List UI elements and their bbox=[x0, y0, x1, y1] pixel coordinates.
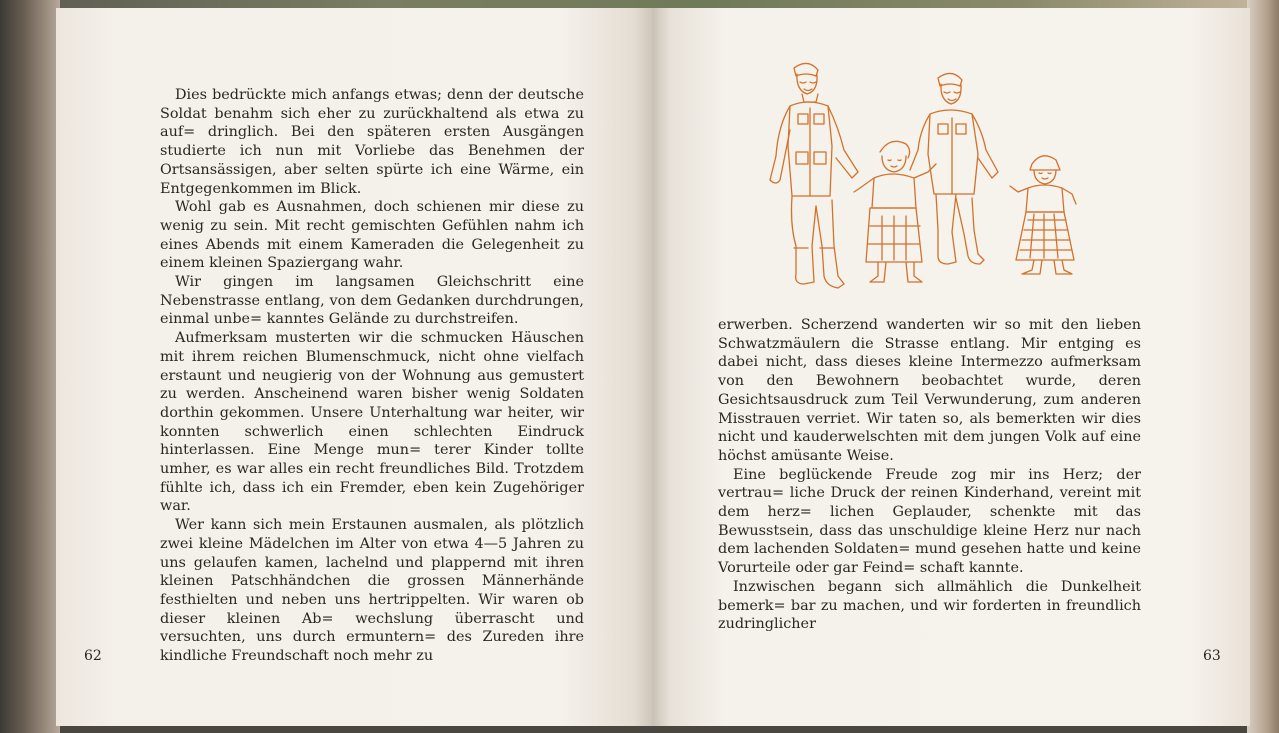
ink-drawing bbox=[742, 48, 1112, 308]
book-cover-right-edge bbox=[1247, 0, 1279, 733]
left-page-text bbox=[160, 86, 584, 666]
illustration-soldiers-with-children bbox=[742, 48, 1112, 308]
page-number-right: 63 bbox=[1203, 648, 1221, 664]
paragraph: Dies bedrückte mich anfangs etwas; denn der deutsche Soldat benahm sich eher zu zurückhaltend als etwa zu auf= dringlich. Bei den späteren ersten Ausgängen studierte ich nun mit Vorliebe das Benehmen der Ortsansässigen, aber selten spürte ich eine Wärme, ein Entgegenkommen im Blick. bbox=[160, 87, 584, 197]
paragraph: Eine beglückende Freude zog mir ins Herz; der vertrau= liche Druck der reinen Kinderhand, vereint mit dem herz= lichen Geplauder, schenkte mit das Bewusstsein, dass das unschuldige kleine Herz nur nach dem lachenden Soldaten= mund gesehen hatte und keine Vorurteile oder gar Feind= schaft kannte. bbox=[718, 466, 1141, 577]
paragraph: Wohl gab es Ausnahmen, doch schienen mir diese zu wenig zu sein. Mit recht gemischten Gefühlen nahm ich eines Abends mit einem Kameraden die Gelegenheit zu einem kleinen Spaziergang wahr. bbox=[160, 199, 584, 272]
child-figure bbox=[1010, 156, 1076, 274]
right-page bbox=[652, 8, 1250, 726]
paragraph: Inzwischen begann sich allmählich die Dunkelheit bemerk= bar zu machen, und wir forderten in freundlich zudringlicher bbox=[718, 578, 1141, 633]
book-cover-left-edge bbox=[0, 0, 60, 733]
soldier-figure bbox=[770, 63, 858, 288]
paragraph: Aufmerksam musterten wir die schmucken Häuschen mit ihrem reichen Blumenschmuck, nicht ohne vielfach erstaunt und neugierig von der Wohnung aus gemustert zu werden. Anscheinend waren bisher wenig Soldaten dorthin gekommen. Unsere Unterhaltung war heiter, wir konnten schwerlich einen schlechten Eindruck hinterlassen. Eine Menge mun= terer Kinder tollte umher, es war alles ein recht freundliches Bild. Trotzdem fühlte ich, dass ich ein Fremder, eben kein Zugehöriger war. bbox=[160, 330, 584, 515]
paragraph: Wer kann sich mein Erstaunen ausmalen, als plötzlich zwei kleine Mädelchen im Alter von etwa 4—5 Jahren zu uns gelaufen kamen, lachelnd und plappernd mit ihren kleinen Patschhändchen die grossen Männerhände festhielten und neben uns hertrippelten. Wir waren ob dieser kleinen Ab= wechslung überrascht und versuchten, uns durch ermuntern= des Zureden ihre kindliche Freundschaft noch mehr zu bbox=[160, 517, 584, 665]
paragraph: erwerben. Scherzend wanderten wir so mit den lieben Schwatzmäulern die Strasse entlang. Mir entging es dabei nicht, dass dieses kleine Intermezzo aufmerksam von den Bewohnern beobachtet wurde, deren Gesichtsausdruck zum Teil Verwunderung, zum anderen Misstrauen verriet. Wir taten so, als bemerkten wir dies nicht und kauderwelschten mit dem jungen Volk auf eine höchst amüsante Weise. bbox=[718, 317, 1141, 464]
child-figure bbox=[854, 141, 936, 282]
left-page bbox=[56, 8, 652, 726]
soldier-figure bbox=[910, 73, 998, 264]
paragraph: Wir gingen im langsamen Gleichschritt eine Nebenstrasse entlang, von dem Gedanken durchdrungen, einmal unbe= kanntes Gelände zu durchstreifen. bbox=[160, 274, 584, 328]
right-page-text bbox=[718, 316, 1141, 634]
page-number-left: 62 bbox=[84, 648, 102, 664]
